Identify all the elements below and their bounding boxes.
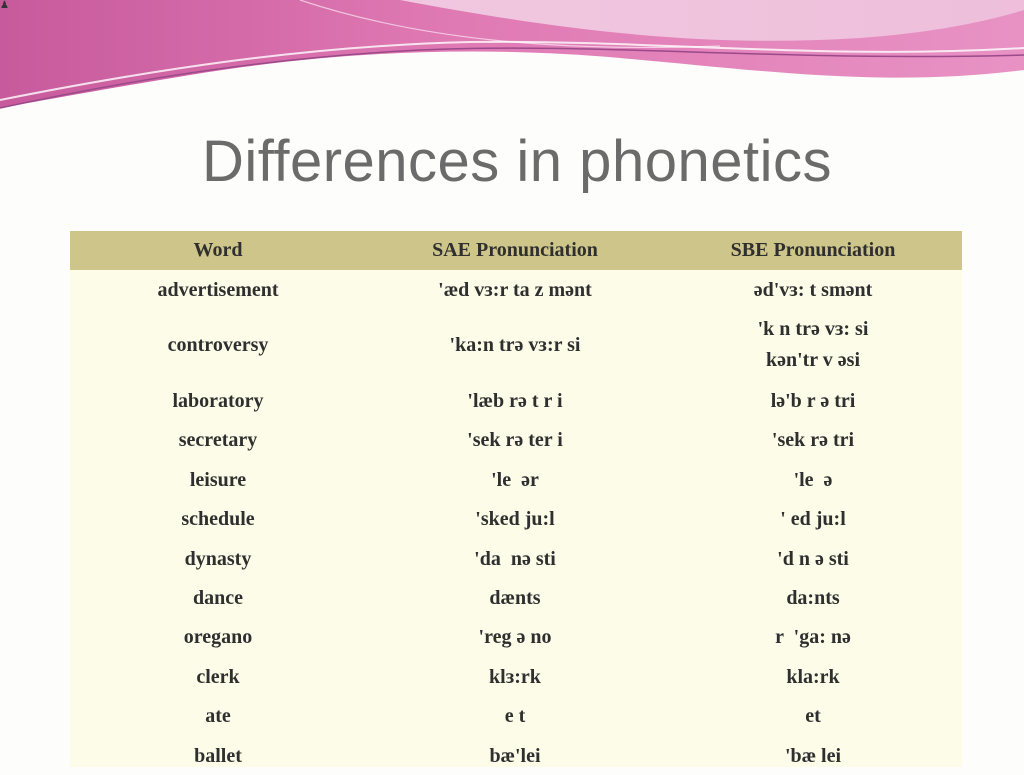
- table-row: [70, 618, 962, 657]
- table-row: [70, 500, 962, 539]
- sae-cell: 'sek rə ter i: [467, 429, 563, 452]
- sae-cell: 'reg ə no: [478, 626, 552, 649]
- sae-cell: bæ'lei: [489, 744, 541, 767]
- table-row: [70, 421, 962, 460]
- table-row: [70, 657, 962, 696]
- word-cell: schedule: [181, 508, 255, 531]
- table-row: [70, 736, 962, 775]
- sae-cell: 'læb rə t r i: [467, 390, 563, 413]
- word-cell: laboratory: [172, 390, 264, 413]
- word-cell: leisure: [189, 468, 247, 491]
- sbe-cell: lə'b r ə tri: [770, 390, 856, 413]
- sae-cell: 'ka:n trə vɜ:r si: [449, 333, 581, 356]
- word-cell: controversy: [167, 333, 269, 356]
- sae-cell: 'da nə sti: [474, 547, 556, 570]
- sbe-cell: 'sek rə tri: [771, 429, 855, 452]
- table-row: [70, 539, 962, 578]
- sae-cell: 'æd vɜ:r ta z mənt: [438, 278, 592, 301]
- phonetics-table: [70, 231, 962, 775]
- word-cell: ate: [205, 705, 231, 728]
- table-row: [70, 309, 962, 381]
- sbe-cell: 'le ə: [793, 468, 833, 491]
- table-row: [70, 460, 962, 499]
- table-header-row: [70, 231, 962, 270]
- sbe-cell: ' ed ju:l: [780, 508, 846, 531]
- word-cell: advertisement: [157, 278, 279, 301]
- sbe-cell: 'bæ lei: [784, 744, 842, 767]
- word-cell: dynasty: [184, 547, 252, 570]
- sbe-cell: əd'vɜ: t smənt: [753, 278, 873, 301]
- sae-cell: 'sked ju:l: [475, 508, 555, 531]
- sbe-cell: da:nts: [786, 587, 840, 610]
- sbe-cell: et: [805, 705, 821, 728]
- table-row: [70, 381, 962, 420]
- sae-cell: klɜ:rk: [489, 665, 541, 688]
- page-title: Differences in phonetics: [202, 129, 832, 194]
- sbe-cell: kla:rk: [786, 665, 840, 688]
- word-cell: ballet: [194, 744, 242, 767]
- word-cell: clerk: [196, 665, 240, 688]
- word-cell: secretary: [178, 429, 258, 452]
- decorative-banner: [0, 0, 1024, 120]
- table-row: [70, 270, 962, 309]
- sae-cell: e t: [504, 705, 526, 728]
- word-cell: dance: [193, 587, 243, 610]
- sae-cell: 'le ər: [491, 468, 539, 491]
- sbe-cell: r 'ga: nə: [775, 626, 851, 649]
- phonetics-table-container: [70, 231, 962, 767]
- header-word: Word: [193, 239, 243, 261]
- corner-mark: ♟: [0, 0, 9, 11]
- word-cell: oregano: [183, 626, 253, 649]
- table-row: [70, 578, 962, 617]
- table-row: [70, 697, 962, 736]
- header-sbe: SBE Pronunciation: [730, 239, 896, 261]
- sbe-cell: 'k n trə vɜ: si kən'tr v əsi: [757, 318, 869, 372]
- sae-cell: dænts: [489, 587, 541, 610]
- header-sae: SAE Pronunciation: [432, 239, 598, 261]
- sbe-cell: 'd n ə sti: [777, 547, 849, 570]
